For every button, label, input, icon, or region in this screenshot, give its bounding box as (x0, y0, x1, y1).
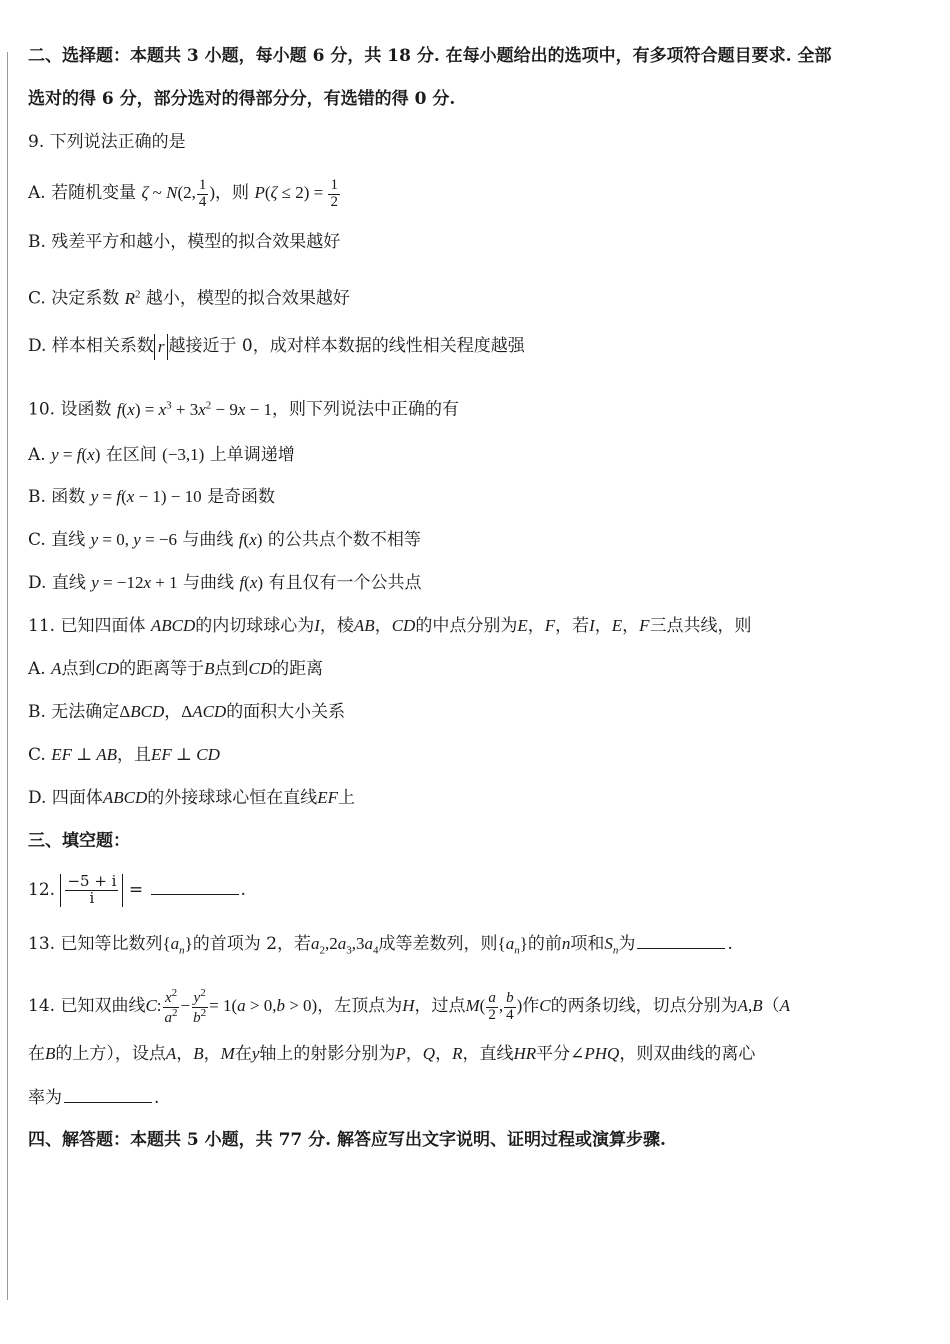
q9-option-b: B. 残差平方和越小，模型的拟合效果越好 (28, 232, 341, 252)
q14-line-3: 率为 . (28, 1088, 160, 1108)
section-3-heading: 三、填空题： (28, 831, 130, 851)
q9-stem: 9. 下列说法正确的是 (28, 132, 186, 152)
q9-option-a: A. 若随机变量 ζ ~ N(2, $\frac{1}{4}$ )，则 P(ζ ≤ 2) = $\frac{1}{2}$ (28, 178, 341, 211)
q13: 13. 已知等比数列$\{a_n\}$的首项为 2，若$a_2,2a_3,3a_4$成等差数列，则$\{a_n\}$的前n项和$S_n$为 . (28, 934, 733, 957)
section-2-heading-line-2: 选对的得 6 分，部分选对的得部分分，有选错的得 0 分. (28, 89, 456, 109)
section-4-heading: 四、解答题：本题共 5 小题，共 77 分. 解答应写出文字说明、证明过程或演算步骤. (28, 1130, 666, 1150)
q12-answer-blank[interactable] (151, 893, 239, 895)
q10-b-formula: y = f(x − 1) − 10 (90, 487, 202, 506)
q12-abs-fraction: $\frac{-5 + i}{i}$ (60, 874, 123, 907)
q10-c-formula-2: f(x) (238, 530, 263, 549)
q10-stem-formula: $f(x) = x^3 + 3x^2 - 9x - 1$ (116, 399, 272, 419)
q11-option-b: B. 无法确定ΔBCD，ΔACD的面积大小关系 (28, 702, 346, 722)
q9-option-d: D. 样本相关系数 r 越接近于 0，成对样本数据的线性相关程度越强 (28, 333, 525, 360)
q9-option-c: C. 决定系数 $R^2$ 越小，模型的拟合效果越好 (28, 288, 350, 309)
q10-d-formula-2: f(x) (239, 573, 264, 592)
q10-c-formula-1: y = 0, y = −6 (90, 530, 177, 549)
q10-option-a: A. y = f(x) 在区间 (−3,1) 上单调递增 (28, 445, 295, 465)
q14-line-2: 在B的上方），设点A，B，M在y轴上的射影分别为P，Q，R，直线HR平分∠PHQ，则双曲线的离心 (28, 1044, 756, 1064)
q11-stem: 11. 已知四面体 ABCD的内切球球心为I，棱AB，CD的中点分别为E，F，若I，E，F三点共线，则 (28, 616, 752, 636)
q13-answer-blank[interactable] (637, 947, 725, 949)
q9-a-formula-2: P(ζ ≤ 2) = $\frac{1}{2}$ (254, 177, 338, 210)
q11-option-d: D. 四面体ABCD的外接球球心恒在直线EF上 (28, 788, 356, 808)
q11-option-a: A. A点到CD的距离等于B点到CD的距离 (28, 659, 324, 679)
section-2-heading-line-1: 二、选择题：本题共 3 小题，每小题 6 分，共 18 分. 在每小题给出的选项中，有多项符合题目要求. 全部 (28, 46, 832, 66)
q12: 12. $\frac{-5 + i}{i}$ = . (28, 872, 246, 907)
q10-option-d: D. 直线 y = −12x + 1 与曲线 f(x) 有且仅有一个公共点 (28, 573, 422, 593)
q10-d-formula-1: y = −12x + 1 (91, 573, 178, 592)
q10-stem: 10. 设函数 $f(x) = x^3 + 3x^2 - 9x - 1$，则下列说法中正确的有 (28, 399, 459, 420)
q10-a-formula-2: (−3,1) (162, 445, 205, 464)
q9-d-formula: r (154, 334, 169, 360)
q14-answer-blank[interactable] (64, 1101, 152, 1103)
q10-option-c: C. 直线 y = 0, y = −6 与曲线 f(x) 的公共点个数不相等 (28, 530, 421, 550)
q10-a-formula-1: y = f(x) (51, 445, 101, 464)
margin-rule (7, 52, 8, 1300)
q14-line-1: 14. 已知双曲线C: $\frac{x^2}{a^2}$ − $\frac{y^2}{b^2}$ = 1(a > 0,b > 0)，左顶点为H，过点M( $\frac{a}{2}$ , $\frac{b}{4}$ )作C的两条切线，切点分别为A,B（A (28, 987, 791, 1026)
q9-a-formula-1: ζ ~ N(2, $\frac{1}{4}$ ) (141, 177, 216, 210)
q9-c-formula: $R^2$ (124, 288, 141, 308)
q10-option-b: B. 函数 y = f(x − 1) − 10 是奇函数 (28, 487, 276, 507)
q11-option-c: C. EF ⊥ AB，且EF ⊥ CD (28, 745, 220, 765)
